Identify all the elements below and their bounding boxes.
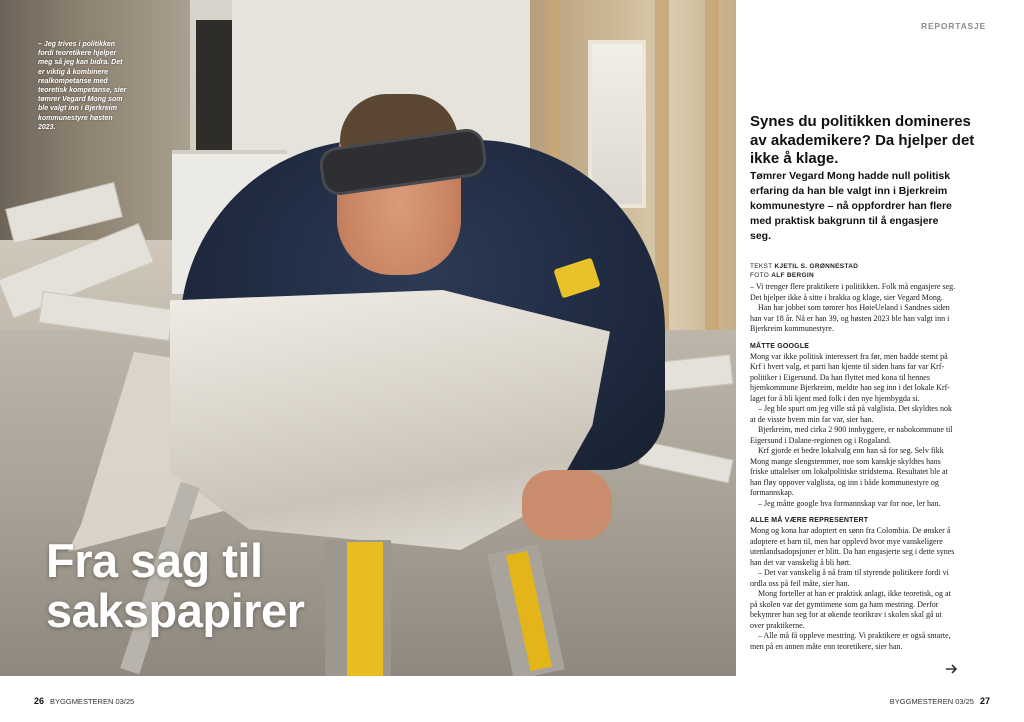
byline <box>750 263 858 280</box>
subheading: MÅTTE GOOGLE <box>750 342 810 350</box>
publication-right: BYGGMESTEREN 03/25 <box>889 697 974 706</box>
byline-photo-label: FOTO <box>750 271 770 279</box>
publication-left: BYGGMESTEREN 03/25 <box>50 697 135 706</box>
headline-line-2: sakspapirer <box>46 584 305 637</box>
body-paragraph: – Jeg ble spurt om jeg ville stå på valglista. Det skyldtes nok at de visste hvem min far var, sier han. <box>750 404 952 424</box>
body-paragraph: Krf gjorde et bedre lokalvalg enn han så for seg. Selv fikk Mong mange slengstemmer, noe som kanskje skyldtes hans friske uttalelser om lokalpolitiske stridstema. Resultatet ble at han fløy oppover valglista, og inn i både kommunestyre og formannskap. <box>750 446 948 497</box>
arrow-right-icon <box>945 663 959 675</box>
article-standfirst: Tømrer Vegard Mong hadde null politisk erfaring da han ble valgt inn i Bjerkreim kommunestyre – nå oppfordrer han flere med praktisk bakgrunn til å engasjere seg. <box>750 170 952 242</box>
byline-text-label: TEKST <box>750 263 773 270</box>
section-label: REPORTASJE <box>921 21 986 31</box>
body-paragraph: Mong forteller at han er praktisk anlagt, ikke teoretisk, og at på skolen var det gymtimene som ga ham mestring. Derfor bekymrer han seg for at økende teorikrav i skolen skal gå ut over praktikerne. <box>750 589 951 630</box>
body-paragraph: Han har jobbet som tømrer hos HøieUeland i Sandnes siden han var 18 år. Nå er han 39, og høsten 2023 ble han valgt inn i Bjerkreim kommunestyre. <box>750 303 950 333</box>
body-paragraph: – Det var vanskelig å nå fram til styrende politikere fordi vi ordla oss på feil måte, sier han. <box>750 568 949 588</box>
body-paragraph: – Vi trenger flere praktikere i politikken. Folk må engasjere seg. Det hjelper ikke å sitte i brakka og klage, sier Vegard Mong. <box>750 282 956 302</box>
body-paragraph: – Jeg måtte google hva formannskap var for noe, ler han. <box>758 498 941 508</box>
body-paragraph: – Alle må få oppleve mestring. Vi praktikere er også smarte, men på en annen måte enn teoretikere, sier han. <box>750 631 951 651</box>
page-number-right: 27 <box>979 696 990 706</box>
article-deck: Synes du politikken domineres av akademikere? Da hjelper det ikke å klage. <box>750 113 975 167</box>
subheading: ALLE MÅ VÆRE REPRESENTERT <box>750 517 869 524</box>
photo-caption: – Jeg trives i politikken fordi teoretikere hjelper meg så jeg kan bidra. Det er viktig å kombinere realkompetanse med teoretisk kompetanse, sier tømrer Vegard Mong som ble valgt inn i Bjerkreim kommunestyre høsten 2023. <box>38 41 127 131</box>
body-paragraph: Bjerkreim, med cirka 2 900 innbyggere, er nabokommune til Eigersund i Dalane-regionen og i Rogaland. <box>750 425 953 445</box>
byline-photo-name: ALF BERGIN <box>771 271 814 279</box>
byline-text-name: KJETIL S. GRØNNESTAD <box>774 263 859 270</box>
body-paragraph: Mong var ikke politisk interessert fra før, men hadde stemt på Krf i hvert valg, et parti han kjente til siden hans far var Krf-politiker i Eigersund. Da han flyttet med kona til hennes hjemkommune Bjerkreim, meldte han seg inn i det lokale Krf-laget for å bli kjent med folk i den nye hjembygda si. <box>750 351 950 403</box>
folio-right <box>890 696 990 706</box>
article-headline <box>46 536 304 636</box>
article-body <box>750 282 956 652</box>
page-number-left: 26 <box>34 696 45 706</box>
folio-left <box>34 696 134 706</box>
headline-line-1: Fra sag til <box>46 534 263 587</box>
body-paragraph: Mong og kona har adoptert en sønn fra Colombia. De ønsker å adoptere et barn til, men har opplevd hvor mye vanskeligere utenlandsadopsjoner er blitt. Da han engasjerte seg i dette synes han det var vanskelig å bli hørt. <box>750 526 955 567</box>
